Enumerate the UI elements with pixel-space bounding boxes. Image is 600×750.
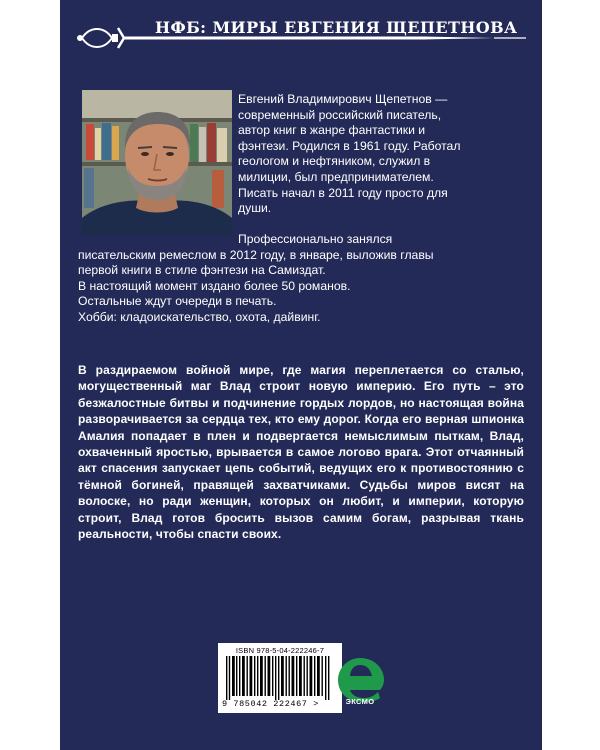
author-bio bbox=[238, 92, 528, 217]
book-annotation: В раздираемом войной мире, где магия переплетается со сталью, могущественный маг Влад строит новую империю. Его путь – это безжалостные битвы и подчинение гордых лордов, но настоящая война разворачивается за сердца тех, кто ему дорог. Когда его верная шпионка Амалия попадает в плен и подвергается немыслимым пыткам, Влад, охваченный яростью, врывается в самое логово врага. Этот отчаянный акт спасения запускает цепь событий, ведущих его к противостоянию с тёмной богиней, правящей захватчиками. Судьбы миров висят на волоске, но ради женщин, которых он любит, и империи, которую строит, Влад готов бросить вызов самим богам, разрывая ткань реальности, чтобы спасти своих. bbox=[78, 363, 524, 542]
author-bio-continued bbox=[78, 232, 528, 326]
bio-line: современный российский писатель, bbox=[238, 107, 442, 122]
barcode-digits: 9 785042 222467 > bbox=[222, 699, 319, 709]
back-cover bbox=[60, 0, 542, 750]
bio-line: писательским ремеслом в 2012 году, в январе, выложив главы bbox=[78, 247, 434, 262]
bio-line: души. bbox=[238, 201, 272, 216]
barcode-bars bbox=[226, 656, 334, 700]
bio-line: милиции, был предпринимателем. bbox=[238, 169, 434, 184]
publisher-name: ЭКСМО bbox=[345, 697, 375, 706]
bio-line: первой книги в стиле фэнтези на Самиздат. bbox=[78, 263, 326, 278]
bio-line: Хобби: кладоискательство, охота, дайвинг. bbox=[78, 309, 321, 324]
isbn-label: ISBN 978-5-04-222246-7 bbox=[235, 646, 325, 655]
bio-line: Писать начал в 2011 году просто для bbox=[238, 185, 448, 200]
series-header bbox=[60, 8, 542, 48]
bio-line: Остальные ждут очереди в печать. bbox=[78, 294, 277, 309]
bio-line: Евгений Владимирович Щепетнов — bbox=[238, 92, 448, 106]
bio-line: геологом и нефтяником, служил в bbox=[238, 154, 431, 169]
author-photo bbox=[82, 90, 232, 235]
bio-line: фэнтези. Родился в 1961 году. Работал bbox=[238, 138, 461, 153]
bio-line: В настоящий момент издано более 50 романов. bbox=[78, 278, 351, 293]
series-title: НФБ: МИРЫ ЕВГЕНИЯ ЩЕПЕТНОВА bbox=[155, 18, 518, 37]
barcode bbox=[218, 643, 342, 713]
bio-line: автор книг в жанре фантастики и bbox=[238, 123, 426, 138]
bio-line: Профессионально занялся bbox=[238, 232, 393, 246]
